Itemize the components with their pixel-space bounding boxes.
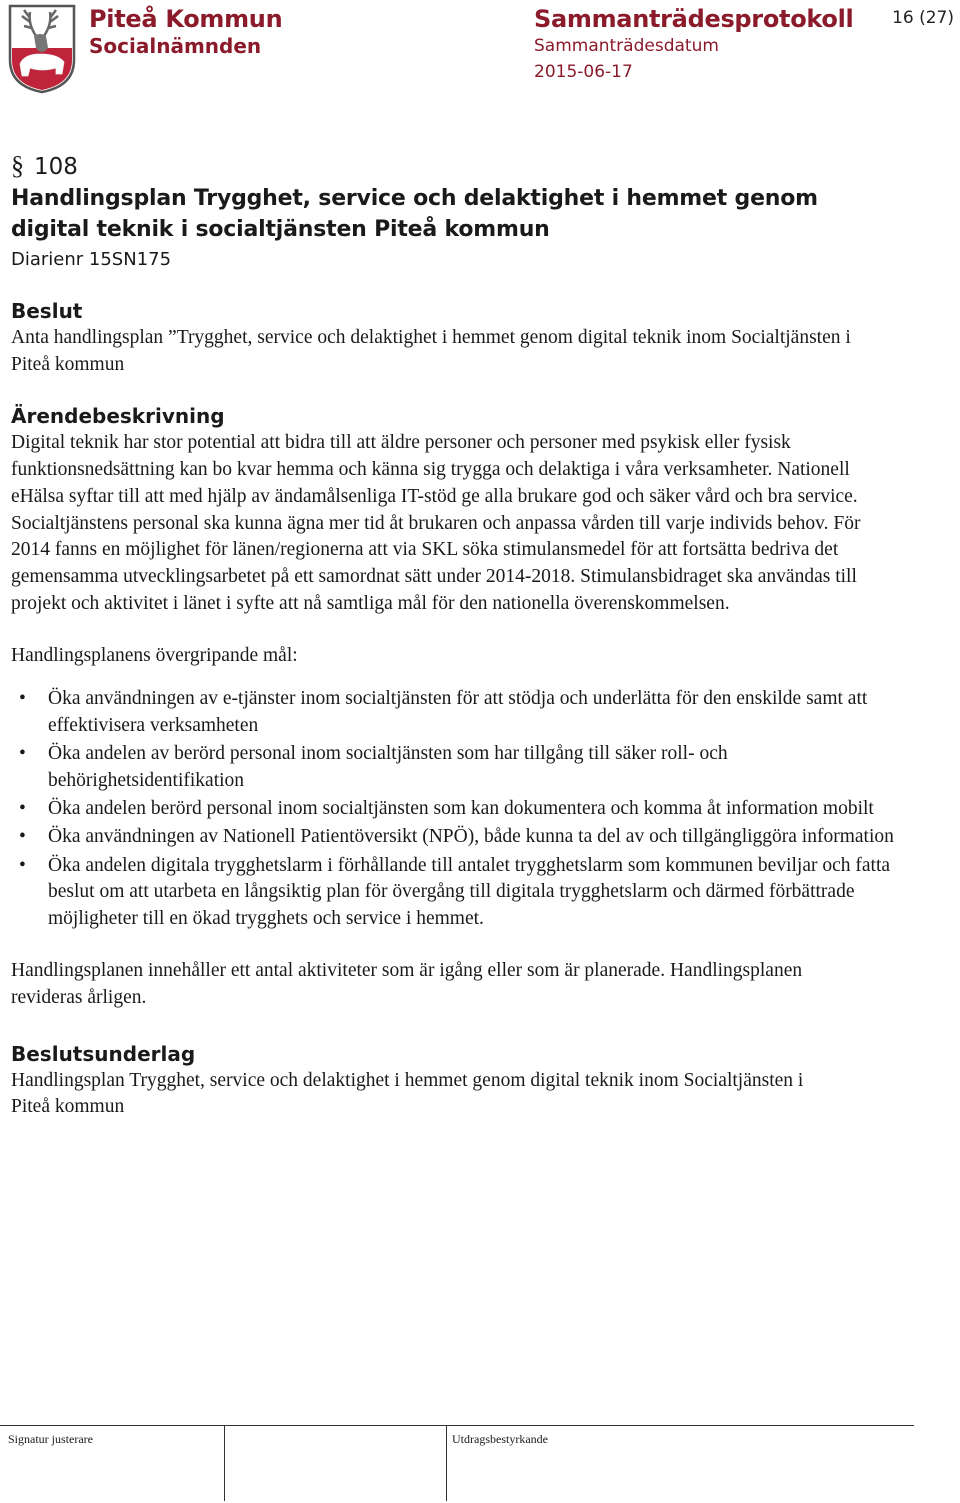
beslutsunderlag-heading: Beslutsunderlag (11, 1041, 196, 1066)
meeting-date-value: 2015-06-17 (534, 62, 633, 82)
section-sign-icon: § (11, 151, 24, 180)
closing-text: Handlingsplanen innehåller ett antal aktiviteter som är igång eller som är planerade. Handlingsplanen revideras årligen. (11, 960, 803, 1009)
list-item (11, 741, 911, 794)
footer-separator (446, 1425, 447, 1501)
case-title (11, 183, 911, 245)
page-number: 16 (27) (892, 8, 954, 28)
list-item (11, 686, 911, 739)
extract-certification-label: Utdragsbestyrkande (452, 1432, 548, 1446)
footer-divider (0, 1425, 914, 1426)
case-title-line-2: digital teknik i socialtjänsten Piteå kommun (11, 217, 550, 242)
section-number-line (11, 150, 911, 183)
beslut-heading: Beslut (11, 299, 83, 323)
signature-footer (0, 1425, 960, 1503)
organization-name: Piteå Kommun (89, 5, 283, 33)
goal-text: Öka andelen digitala trygghetslarm i förhållande till antalet trygghetslarm som kommunen beviljar och fatta beslut om att utarbeta en långsiktig plan för övergång till digitala trygghetslarm och därmed förbättrade möjligheter till en ökad trygghets och service i hemmet. (48, 854, 891, 930)
document-body (11, 150, 911, 1121)
bullet-icon: • (19, 854, 26, 876)
organization-unit: Socialnämnden (89, 34, 262, 58)
bullet-icon: • (19, 688, 26, 710)
meeting-date-label: Sammanträdesdatum (534, 36, 719, 56)
arendebeskrivning-text: Digital teknik har stor potential att bidra till att äldre personer och personer med psykisk eller fysisk funktionsnedsättning kan bo kvar hemma och känna sig trygga och delaktiga i våra verksamheter. Nationell eHälsa syftar till att med hjälp av ändamålsenliga IT-stöd ge alla brukare god och säker vård och bra service. Socialtjänstens personal ska kunna ägna mer tid åt brukaren och anpassa vården till varje individs behov. För 2014 fanns en möjlighet för länen/regionerna att via SKL söka stimulansmedel för att fortsätta bedriva det gemensamma utvecklingsarbetet på ett samordnat sätt under 2014-2018. Stimulansbidraget ska användas till projekt och aktivitet i länet i syfte att nå samtliga mål för den nationella överenskommelsen. (11, 432, 861, 614)
goals-list (11, 686, 911, 933)
arendebeskrivning-heading: Ärendebeskrivning (11, 404, 225, 429)
beslutsunderlag-text: Handlingsplan Trygghet, service och delaktighet i hemmet genom digital teknik inom Socialtjänsten i Piteå kommun (11, 1069, 804, 1118)
goal-text: Öka användningen av e-tjänster inom socialtjänsten för att stödja och underlätta för den enskilde samt att effektivisera verksamheten (48, 688, 868, 736)
diary-number: Diarienr 15SN175 (11, 249, 172, 270)
bullet-icon: • (19, 743, 26, 765)
beslut-text: Anta handlingsplan ”Trygghet, service och delaktighet i hemmet genom digital teknik inom Socialtjänsten i Piteå kommun (11, 327, 851, 375)
goal-text: Öka andelen av berörd personal inom socialtjänsten som har tillgång till säker roll- och behörighetsidentifikation (48, 743, 728, 791)
protocol-block (534, 4, 853, 86)
case-title-line-1: Handlingsplan Trygghet, service och delaktighet i hemmet genom (11, 186, 818, 211)
bullet-icon: • (19, 826, 26, 848)
bullet-icon: • (19, 798, 26, 820)
list-item (11, 853, 911, 933)
goal-text: Öka användningen av Nationell Patientöversikt (NPÖ), både kunna ta del av och tillgängliggöra information (48, 826, 894, 848)
footer-separator (224, 1425, 225, 1501)
section-number: 108 (34, 154, 78, 180)
goal-text: Öka andelen berörd personal inom socialtjänsten som kan dokumentera och komma åt information mobilt (48, 798, 874, 820)
goals-intro: Handlingsplanens övergripande mål: (11, 645, 298, 667)
list-item (11, 796, 911, 823)
signature-label: Signatur justerare (8, 1432, 93, 1446)
reindeer-shield-icon (6, 2, 78, 94)
coat-of-arms-logo (6, 2, 78, 94)
list-item (11, 824, 911, 851)
organization-block (89, 4, 282, 58)
document-type: Sammanträdesprotokoll (534, 5, 854, 33)
